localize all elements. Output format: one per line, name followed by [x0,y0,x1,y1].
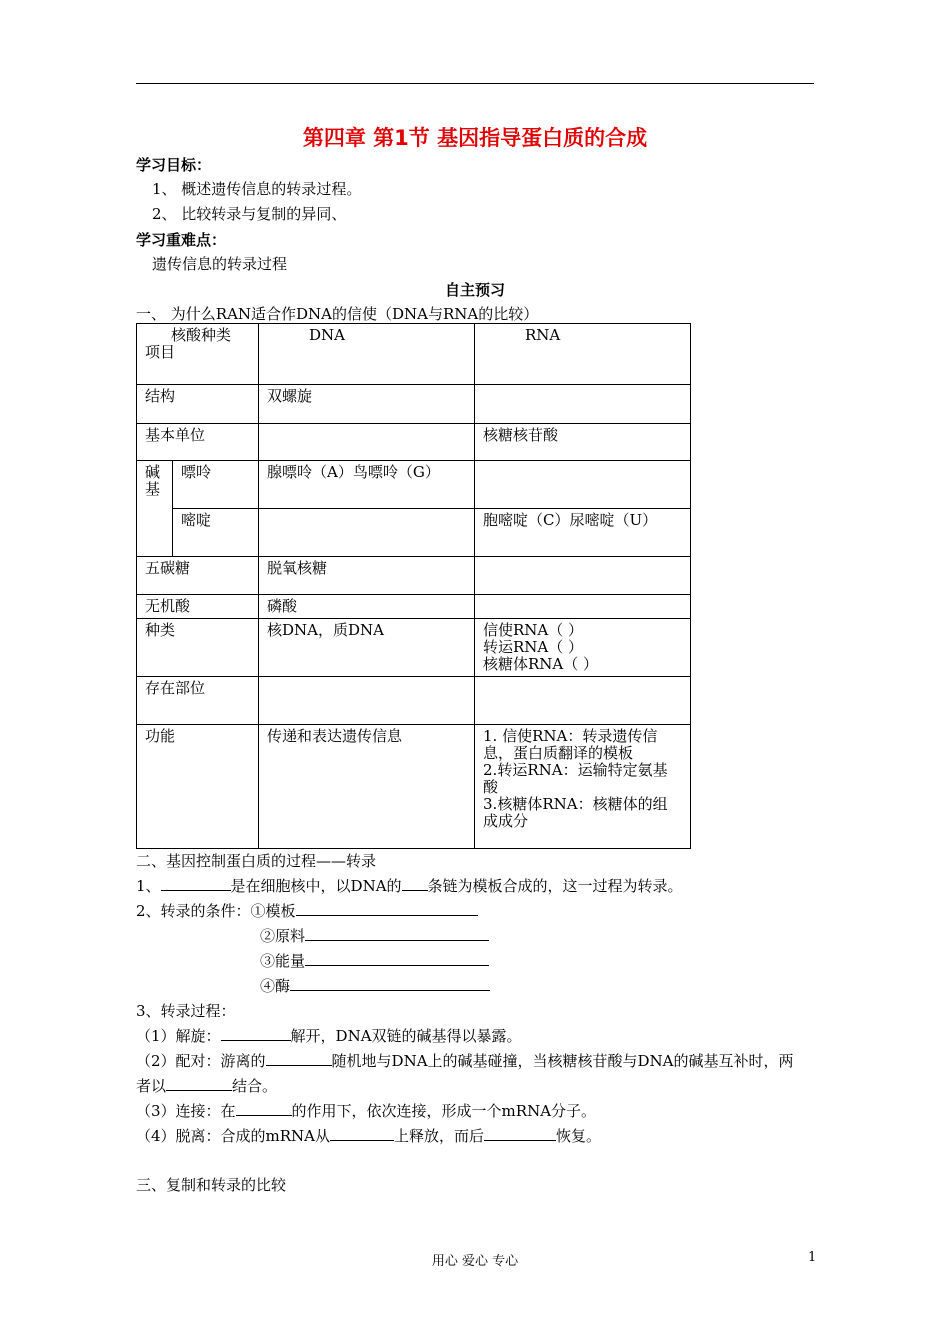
row-label-structure: 结构 [137,385,259,424]
kind-dna: 核DNA，质DNA [259,619,475,677]
row-label-unit: 基本单位 [137,424,259,461]
page-number: 1 [808,1250,817,1265]
step2-cont-prefix: 者以 [136,1077,167,1095]
answer-blank[interactable] [484,1126,556,1141]
sugar-dna: 脱氧核糖 [259,557,475,595]
table-row [137,424,691,461]
answer-blank[interactable] [221,1026,291,1041]
row-label-location: 存在部位 [137,677,259,725]
answer-blank[interactable] [161,876,231,891]
function-rna-line: 3.核糖体RNA：核糖体的组 [483,795,668,813]
answer-blank[interactable] [236,1101,292,1116]
row-label-purine: 嘌呤 [173,461,259,509]
step4-middle: 上释放，而后 [394,1127,485,1145]
answer-blank[interactable] [266,1051,332,1066]
section3-title: 三、复制和转录的比较 [136,1176,287,1194]
function-rna-line: 2.转运RNA：运输特定氨基 [483,761,668,779]
q1-middle: 是在细胞核中，以DNA的 [230,877,402,895]
step4-prefix: （4）脱离：合成的mRNA从 [136,1127,331,1145]
step2-cont-suffix: 结合。 [232,1077,278,1095]
answer-blank[interactable] [166,1076,232,1091]
row-label-acid: 无机酸 [137,595,259,619]
acid-dna: 磷酸 [259,595,475,619]
acid-rna [475,595,691,619]
row-label-sugar: 五碳糖 [137,557,259,595]
process-step-3 [136,1100,596,1121]
function-rna-line: 1. 信使RNA：转录遗传信 [483,727,658,745]
process-step-2 [136,1050,794,1071]
step2-prefix: （2）配对：游离的 [136,1052,266,1070]
step1-prefix: （1）解旋： [136,1027,221,1045]
table-row [137,619,691,677]
header-item: 项目 [145,343,176,361]
location-rna [475,677,691,725]
question-2 [136,900,478,921]
table-row [137,725,691,849]
row-label-base: 碱基 [137,461,173,557]
condition-material: ②原料 [260,927,306,945]
kind-rna-line: 核糖体RNA（ ） [483,655,599,673]
step3-suffix: 的作用下，依次连接，形成一个mRNA分子。 [291,1102,597,1120]
question-3-label: 3、转录过程： [136,1002,236,1020]
objective-item-2: 2、 比较转录与复制的异同、 [152,205,347,223]
row-label-pyrimidine: 嘧啶 [173,509,259,557]
condition-row [260,975,490,996]
row-label-kind: 种类 [137,619,259,677]
answer-blank[interactable] [402,876,428,891]
q2-label: 2、转录的条件： [136,902,251,920]
page-title: 第四章 第1节 基因指导蛋白质的合成 [302,126,648,150]
function-rna-line: 酸 [483,778,499,796]
function-rna [475,725,691,849]
header-rna: RNA [475,324,691,385]
function-dna: 传递和表达遗传信息 [259,725,475,849]
answer-blank[interactable] [290,976,490,991]
condition-template: ①模板 [250,902,296,920]
section1-title: 一、 为什么RAN适合作DNA的信使（DNA与RNA的比较） [136,305,539,323]
table-row [137,461,691,509]
step4-suffix: 恢复。 [556,1127,602,1145]
dna-rna-comparison-table [136,323,691,849]
process-step-4 [136,1125,601,1146]
condition-row [260,950,489,971]
header-rule [136,83,814,84]
function-rna-line: 成成分 [483,812,529,830]
step3-prefix: （3）连接：在 [136,1102,236,1120]
objective-item-1: 1、 概述遗传信息的转录过程。 [152,180,362,198]
answer-blank[interactable] [330,1126,394,1141]
function-rna-line: 息，蛋白质翻译的模板 [483,744,634,762]
table-row [137,385,691,424]
table-row [137,557,691,595]
preview-heading: 自主预习 [444,281,505,299]
q1-prefix: 1、 [136,877,161,895]
table-row [137,595,691,619]
objectives-heading: 学习目标： [136,156,212,174]
pyrimidine-rna: 胞嘧啶（C）尿嘧啶（U） [475,509,691,557]
condition-enzyme: ④酶 [260,977,291,995]
process-step-1 [136,1025,522,1046]
pyrimidine-dna [259,509,475,557]
condition-row [260,925,489,946]
structure-dna: 双螺旋 [259,385,475,424]
row-label-function: 功能 [137,725,259,849]
process-step-2-cont [136,1075,277,1096]
purine-rna [475,461,691,509]
kind-rna-line: 信使RNA（ ） [483,621,584,639]
step2-middle: 随机地与DNA上的碱基碰撞，当核糖核苷酸与DNA的碱基互补时，两 [331,1052,794,1070]
structure-rna [475,385,691,424]
unit-dna [259,424,475,461]
answer-blank[interactable] [305,951,489,966]
header-kind: 核酸种类 [171,326,232,344]
header-corner-cell [137,324,259,385]
key-points-heading: 学习重难点： [136,231,227,249]
kind-rna [475,619,691,677]
step1-suffix: 解开，DNA双链的碱基得以暴露。 [290,1027,522,1045]
q1-suffix: 条链为模板合成的，这一过程为转录。 [427,877,683,895]
table-row [137,509,691,557]
section2-title: 二、基因控制蛋白质的过程——转录 [136,852,377,870]
location-dna [259,677,475,725]
condition-energy: ③能量 [260,952,306,970]
kind-rna-line: 转运RNA（ ） [483,638,584,656]
question-1 [136,875,683,896]
purine-dna: 腺嘌呤（A）鸟嘌呤（G） [259,461,475,509]
sugar-rna [475,557,691,595]
answer-blank[interactable] [305,926,489,941]
unit-rna: 核糖核苷酸 [475,424,691,461]
key-points-text: 遗传信息的转录过程 [152,255,288,273]
table-row [137,677,691,725]
header-dna: DNA [259,324,475,385]
page-footer: 用心 爱心 专心 [431,1254,519,1269]
answer-blank[interactable] [296,901,478,916]
table-row [137,324,691,385]
